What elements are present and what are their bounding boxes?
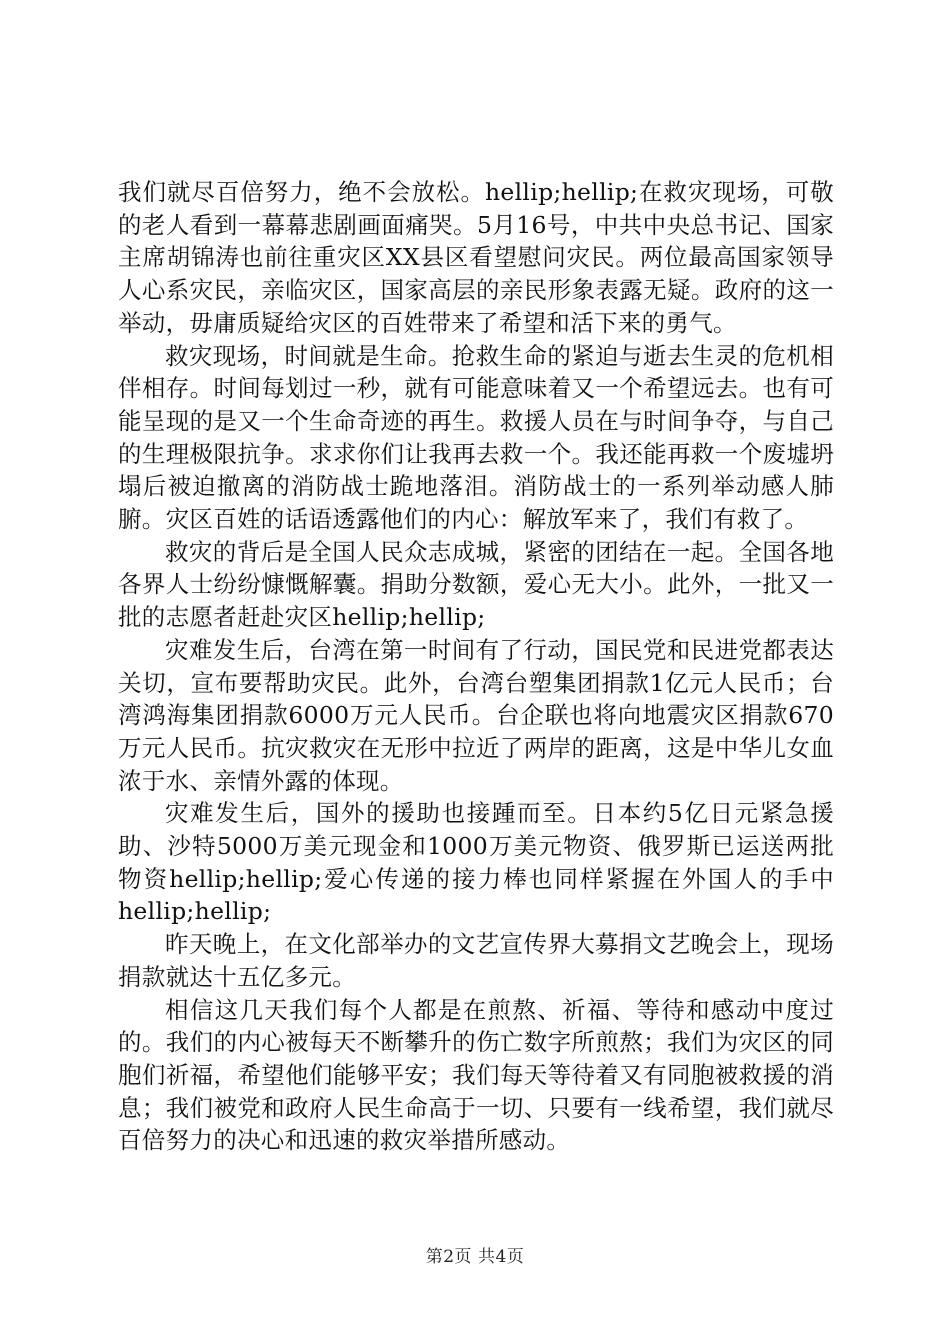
paragraph-1: 我们就尽百倍努力，绝不会放松。hellip;hellip;在救灾现场，可敬的老人看到一幕幕悲剧画面痛哭。5月16号，中共中央总书记、国家主席胡锦涛也前往重灾区XX县区看望慰问灾民。两位最高国家领导人心系灾民，亲临灾区，国家高层的亲民形象表露无疑。政府的这一举动，毋庸质疑给灾区的百姓带来了希望和活下来的勇气。: [118, 178, 834, 337]
paragraph-7: 相信这几天我们每个人都是在煎熬、祈福、等待和感动中度过的。我们的内心被每天不断攀升的伤亡数字所煎熬；我们为灾区的同胞们祈福，希望他们能够平安；我们每天等待着又有同胞被救援的消息；我们被党和政府人民生命高于一切、只要有一线希望，我们就尽百倍努力的决心和迅速的救灾举措所感动。: [118, 995, 834, 1155]
document-body: [118, 176, 834, 1157]
paragraph-5: 灾难发生后，国外的援助也接踵而至。日本约5亿日元紧急援助、沙特5000万美元现金和1000万美元物资、俄罗斯已运送两批物资hellip;hellip;爱心传递的接力棒也同样紧握在外国人的手中hellip;hellip;: [118, 799, 834, 926]
page-footer: [0, 1242, 950, 1267]
page-number: 第2页 共4页: [425, 1247, 525, 1267]
paragraph-3: 救灾的背后是全国人民众志成城，紧密的团结在一起。全国各地各界人士纷纷慷慨解囊。捐助分数额，爱心无大小。此外，一批又一批的志愿者赶赴灾区hellip;hellip;: [118, 537, 834, 632]
paragraph-4: 灾难发生后，台湾在第一时间有了行动，国民党和民进党都表达关切，宣布要帮助灾民。此外，台湾台塑集团捐款1亿元人民币；台湾鸿海集团捐款6000万元人民币。台企联也将向地震灾区捐款670万元人民币。抗灾救灾在无形中拉近了两岸的距离，这是中华儿女血浓于水、亲情外露的体现。: [118, 635, 834, 795]
paragraph-6: 昨天晚上，在文化部举办的文艺宣传界大募捐文艺晚会上，现场捐款就达十五亿多元。: [118, 930, 834, 991]
paragraph-2: 救灾现场，时间就是生命。抢救生命的紧迫与逝去生灵的危机相伴相存。时间每划过一秒，就有可能意味着又一个希望远去。也有可能呈现的是又一个生命奇迹的再生。救援人员在与时间争夺，与自己的生理极限抗争。求求你们让我再去救一个。我还能再救一个废墟坍塌后被迫撤离的消防战士跪地落泪。消防战士的一系列举动感人肺腑。灾区百姓的话语透露他们的内心：解放军来了，我们有救了。: [118, 341, 834, 534]
